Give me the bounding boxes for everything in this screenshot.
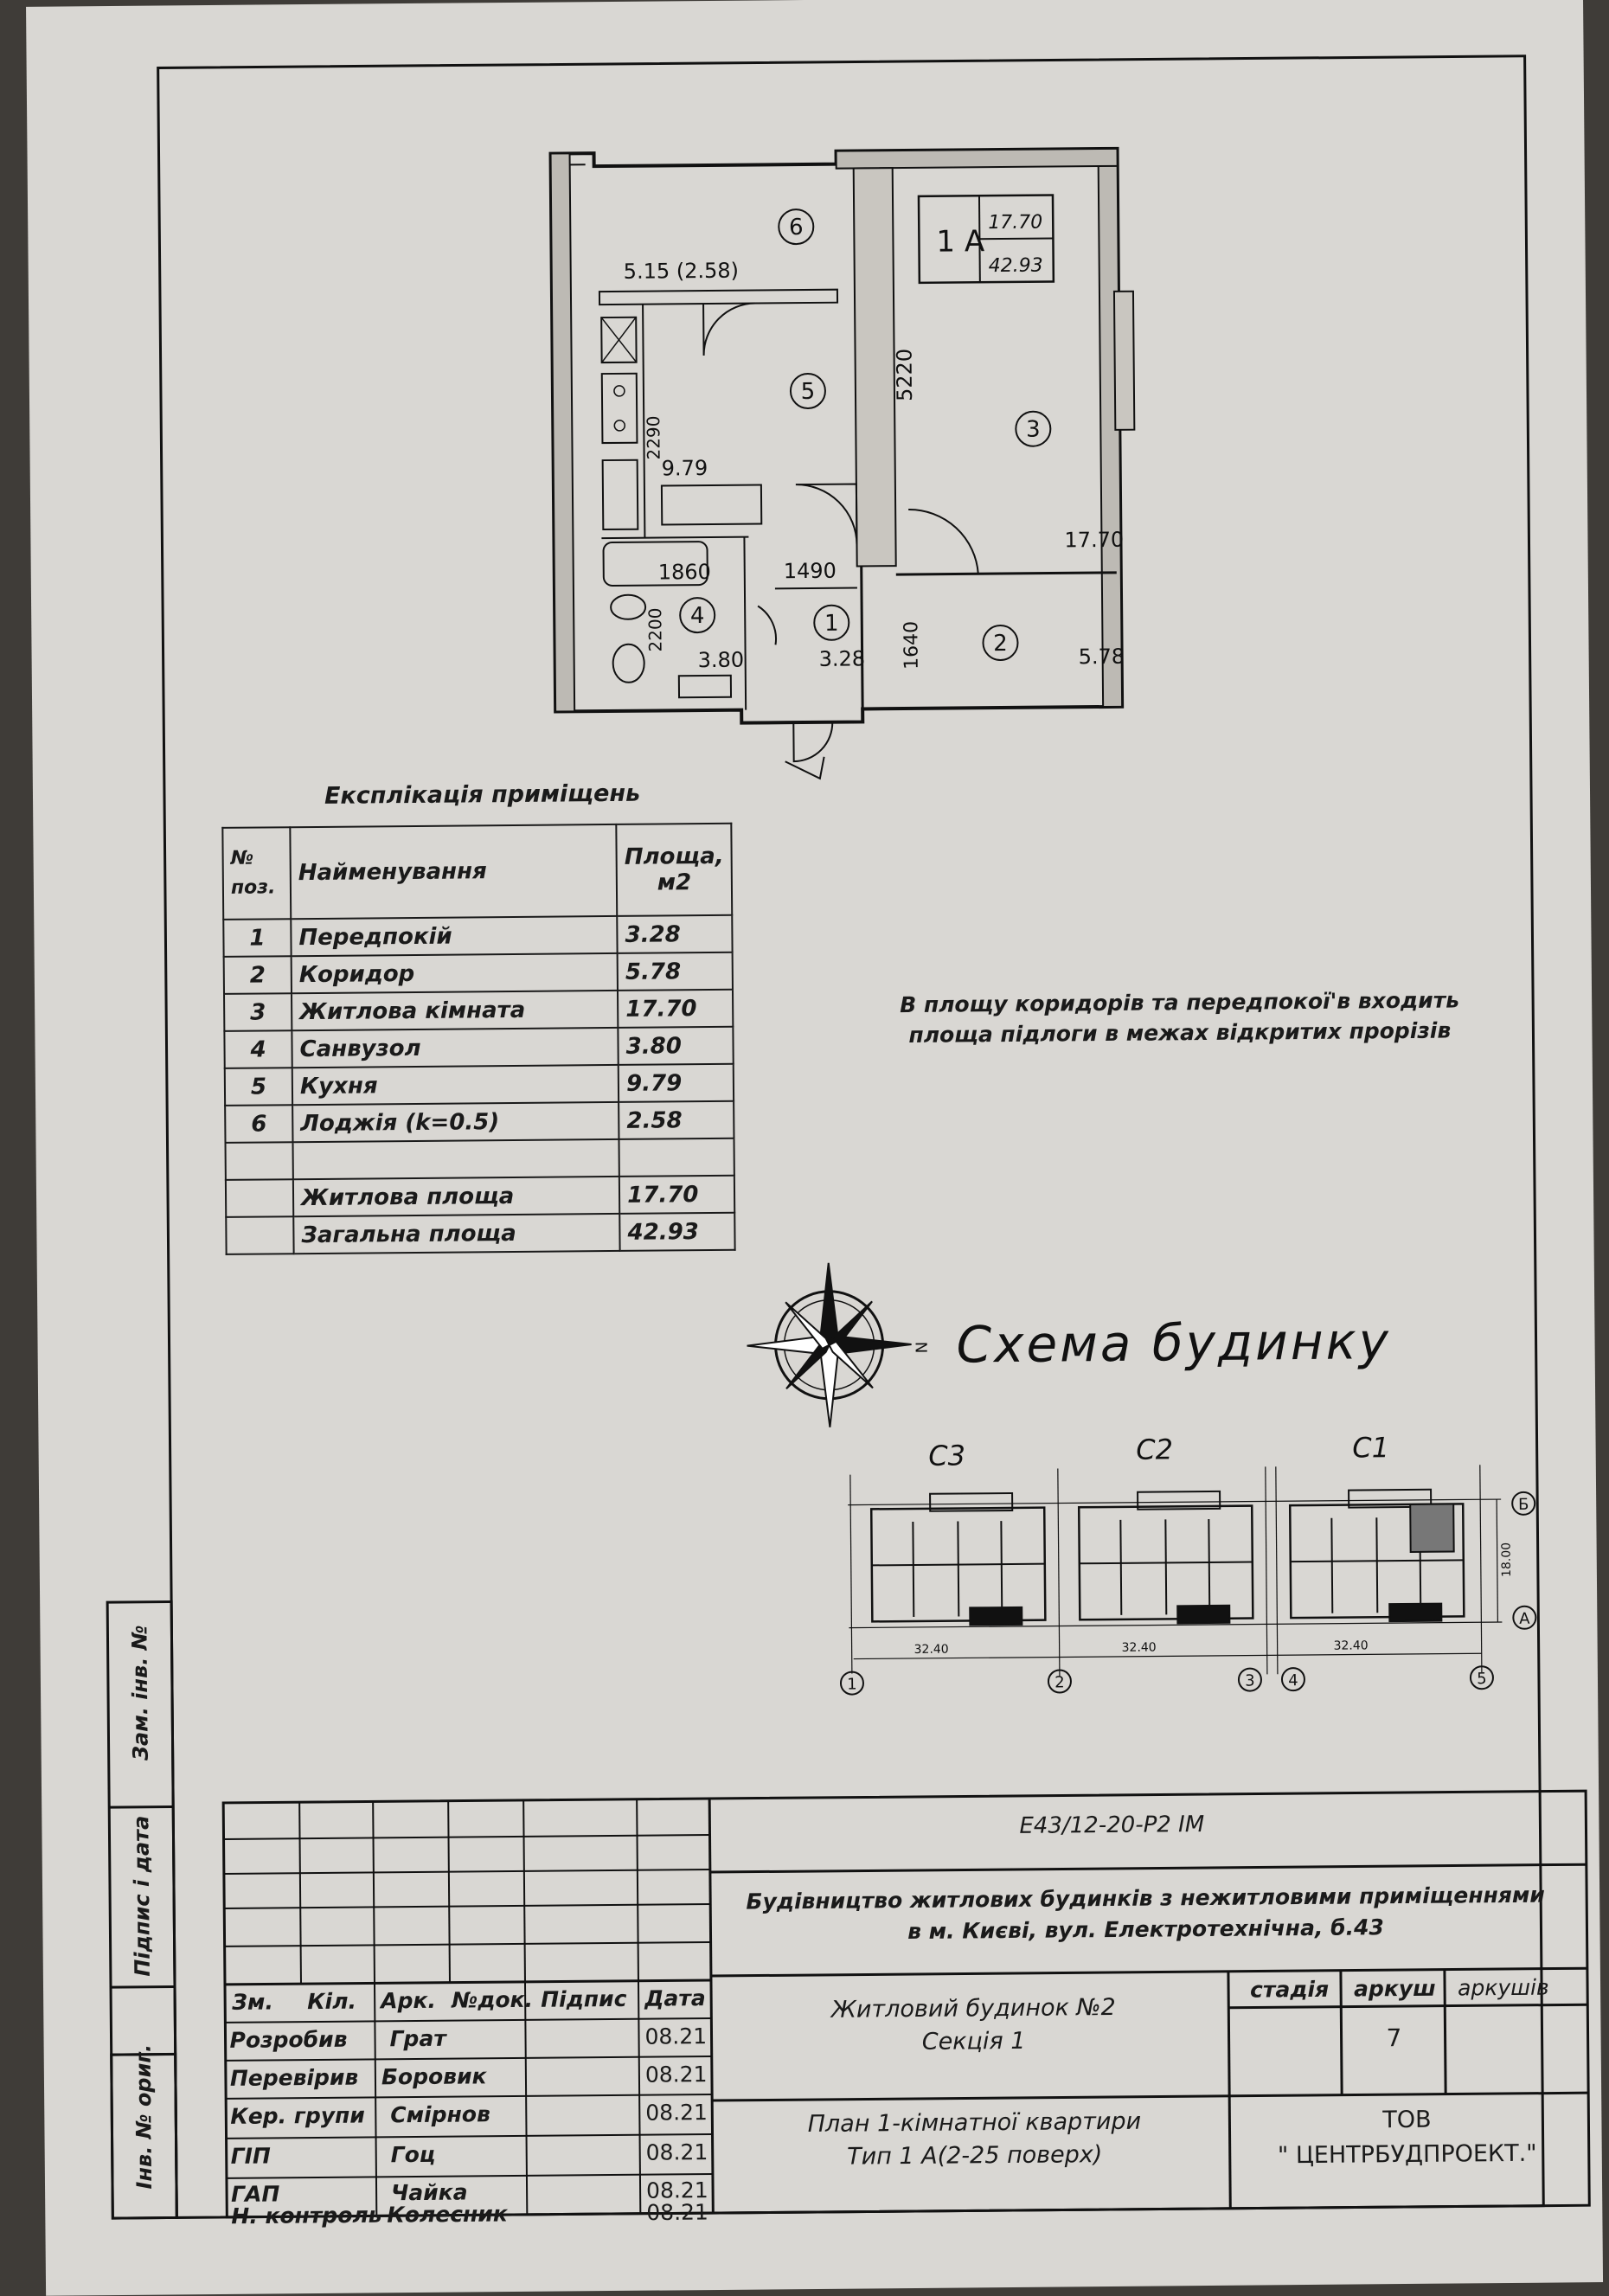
room-area-2: 5.78 xyxy=(1078,644,1125,670)
row-area: 5.78 xyxy=(618,952,733,991)
row-area: 3.80 xyxy=(619,1027,734,1065)
floor-plan xyxy=(551,149,1138,781)
dim-2290: 2290 xyxy=(643,415,664,460)
header-name: Найменування xyxy=(290,824,617,919)
dim-1860: 1860 xyxy=(657,559,711,585)
compass-north-label: N xyxy=(911,1341,930,1354)
person-role: Перевірив xyxy=(229,2064,359,2091)
table-row xyxy=(223,915,732,957)
row-num: 4 xyxy=(224,1030,292,1068)
dim-1490: 1490 xyxy=(783,558,837,584)
person-role: ГАП xyxy=(230,2181,280,2207)
section-label-c3: С3 xyxy=(928,1439,966,1472)
sheets-label: аркушів xyxy=(1457,1974,1549,2001)
stamp-header-date: Дата xyxy=(644,1985,706,2011)
person-name: Чайка xyxy=(390,2179,468,2206)
row-name: Кухня xyxy=(292,1065,619,1105)
person-date: 08.21 xyxy=(645,2100,708,2126)
row-area: 17.70 xyxy=(618,990,733,1028)
table-row xyxy=(224,1027,733,1068)
sheet-title: План 1-кімнатної квартири Тип 1 А(2-25 поверх) xyxy=(807,2107,1142,2171)
row-num: 2 xyxy=(224,956,292,994)
person-name: Боровик xyxy=(381,2063,487,2090)
dim-5220: 5220 xyxy=(892,348,918,402)
table-row xyxy=(224,952,733,994)
row-area: 9.79 xyxy=(619,1064,734,1102)
room-area-3: 17.70 xyxy=(1064,527,1125,553)
row-name: Лоджія (k=0.5) xyxy=(292,1102,619,1142)
building-scheme xyxy=(839,1465,1536,1695)
room-area-5: 9.79 xyxy=(661,455,708,481)
sheet-number: 7 xyxy=(1386,2023,1402,2053)
room-number-6: 6 xyxy=(788,215,804,241)
sheet-label: аркуш xyxy=(1353,1975,1436,2002)
person-name: Грат xyxy=(389,2025,446,2052)
table-row xyxy=(224,990,733,1031)
row-num: 5 xyxy=(225,1068,292,1106)
axis-5: 5 xyxy=(1477,1670,1487,1689)
scheme-depth: 18.00 xyxy=(1499,1542,1514,1578)
person-date: 08.21 xyxy=(644,2062,708,2088)
side-label-orig: Інв. № ориг. xyxy=(131,2043,157,2190)
table-row-total xyxy=(226,1213,734,1254)
compass-rose xyxy=(747,1262,931,1428)
stamp-header-doc: №док. xyxy=(452,1986,534,2013)
person-role: Кер. групи xyxy=(230,2102,365,2129)
scheme-title: Схема будинку xyxy=(956,1312,1392,1375)
row-area: 3.28 xyxy=(617,915,732,953)
span-c2: 32.40 xyxy=(1121,1640,1157,1655)
room-area-1: 3.28 xyxy=(818,646,866,671)
axis-4: 4 xyxy=(1288,1671,1298,1690)
person-date: 08.21 xyxy=(646,2199,709,2226)
person-role: ГІП xyxy=(230,2143,272,2169)
person-date: 08.21 xyxy=(644,2023,708,2049)
explication-table xyxy=(221,823,735,1255)
room-number-1: 1 xyxy=(824,610,839,637)
explication-header-row xyxy=(222,824,732,920)
stamp-header-ark: Арк. xyxy=(381,1987,437,2014)
row-name: Житлова кімната xyxy=(292,991,619,1030)
row-name: Санвузол xyxy=(292,1028,619,1068)
stamp-header-sign: Підпис xyxy=(541,1985,627,2012)
person-name: Гоц xyxy=(390,2141,436,2168)
row-num: 6 xyxy=(225,1105,292,1143)
axis-3: 3 xyxy=(1245,1671,1255,1690)
table-row-empty xyxy=(226,1138,734,1180)
row-name: Коридор xyxy=(292,953,619,993)
room-number-4: 4 xyxy=(689,603,705,630)
apartment-type: 1 А xyxy=(936,224,985,260)
axis-a: А xyxy=(1519,1609,1530,1628)
axis-1: 1 xyxy=(847,1675,857,1694)
total-name: Загальна площа xyxy=(293,1214,620,1254)
axis-b: Б xyxy=(1517,1495,1529,1514)
header-num: № поз. xyxy=(222,827,291,920)
area-note: В площу коридорів та передпокої'в входить площа підлоги в межах відкритих прорізів xyxy=(900,987,1460,1048)
total-name: Житлова площа xyxy=(293,1177,620,1216)
building-name: Житловий будинок №2 Секція 1 xyxy=(830,1993,1116,2055)
person-date: 08.21 xyxy=(645,2177,708,2203)
header-area: Площа, м2 xyxy=(616,824,732,916)
total-area: 17.70 xyxy=(619,1176,734,1214)
person-name: Колесник xyxy=(387,2201,508,2228)
table-row xyxy=(225,1064,734,1106)
side-label-inv: Зам. інв. № xyxy=(127,1625,153,1761)
room-number-3: 3 xyxy=(1025,416,1041,443)
row-area: 2.58 xyxy=(619,1101,734,1139)
section-label-c2: С2 xyxy=(1136,1433,1174,1466)
side-label-sign: Підпис і дата xyxy=(129,1815,155,1977)
dim-2200: 2200 xyxy=(644,607,666,652)
table-row-total xyxy=(226,1176,734,1217)
span-c1: 32.40 xyxy=(1333,1639,1369,1653)
person-role: Розробив xyxy=(229,2026,348,2053)
span-c3: 32.40 xyxy=(913,1642,949,1657)
row-num: 1 xyxy=(223,919,291,957)
project-name: Будівництво житлових будинків з нежитловими приміщеннями в м. Києві, вул. Електротехнічна, б.43 xyxy=(746,1882,1545,1945)
row-num: 3 xyxy=(224,993,292,1031)
row-name: Передпокій xyxy=(291,916,618,956)
room-number-5: 5 xyxy=(800,378,816,406)
room-area-6: 5.15 (2.58) xyxy=(623,258,740,284)
apartment-total-area: 42.93 xyxy=(988,254,1043,278)
total-area: 42.93 xyxy=(619,1213,734,1251)
explication-title: Експлікація приміщень xyxy=(324,779,641,810)
stage-label: стадія xyxy=(1249,1976,1330,2003)
company-name: ТОВ " ЦЕНТРБУДПРОЕКТ." xyxy=(1277,2106,1537,2170)
stamp-header-kil: Кіл. xyxy=(307,1988,357,2015)
document-code: Е43/12-20-Р2 ІМ xyxy=(1019,1812,1205,1839)
dim-1640: 1640 xyxy=(901,620,923,670)
stamp-header-zm: Зм. xyxy=(232,1989,273,2015)
room-area-4: 3.80 xyxy=(697,647,745,673)
drawing-sheet xyxy=(26,0,1603,2296)
person-name: Смірнов xyxy=(390,2101,490,2128)
room-number-2: 2 xyxy=(993,630,1008,657)
axis-2: 2 xyxy=(1055,1673,1065,1692)
table-row xyxy=(225,1101,734,1143)
section-label-c1: С1 xyxy=(1352,1431,1390,1465)
person-role: Н. контроль xyxy=(231,2202,382,2229)
apartment-living-area: 17.70 xyxy=(988,211,1043,234)
person-date: 08.21 xyxy=(645,2139,708,2165)
